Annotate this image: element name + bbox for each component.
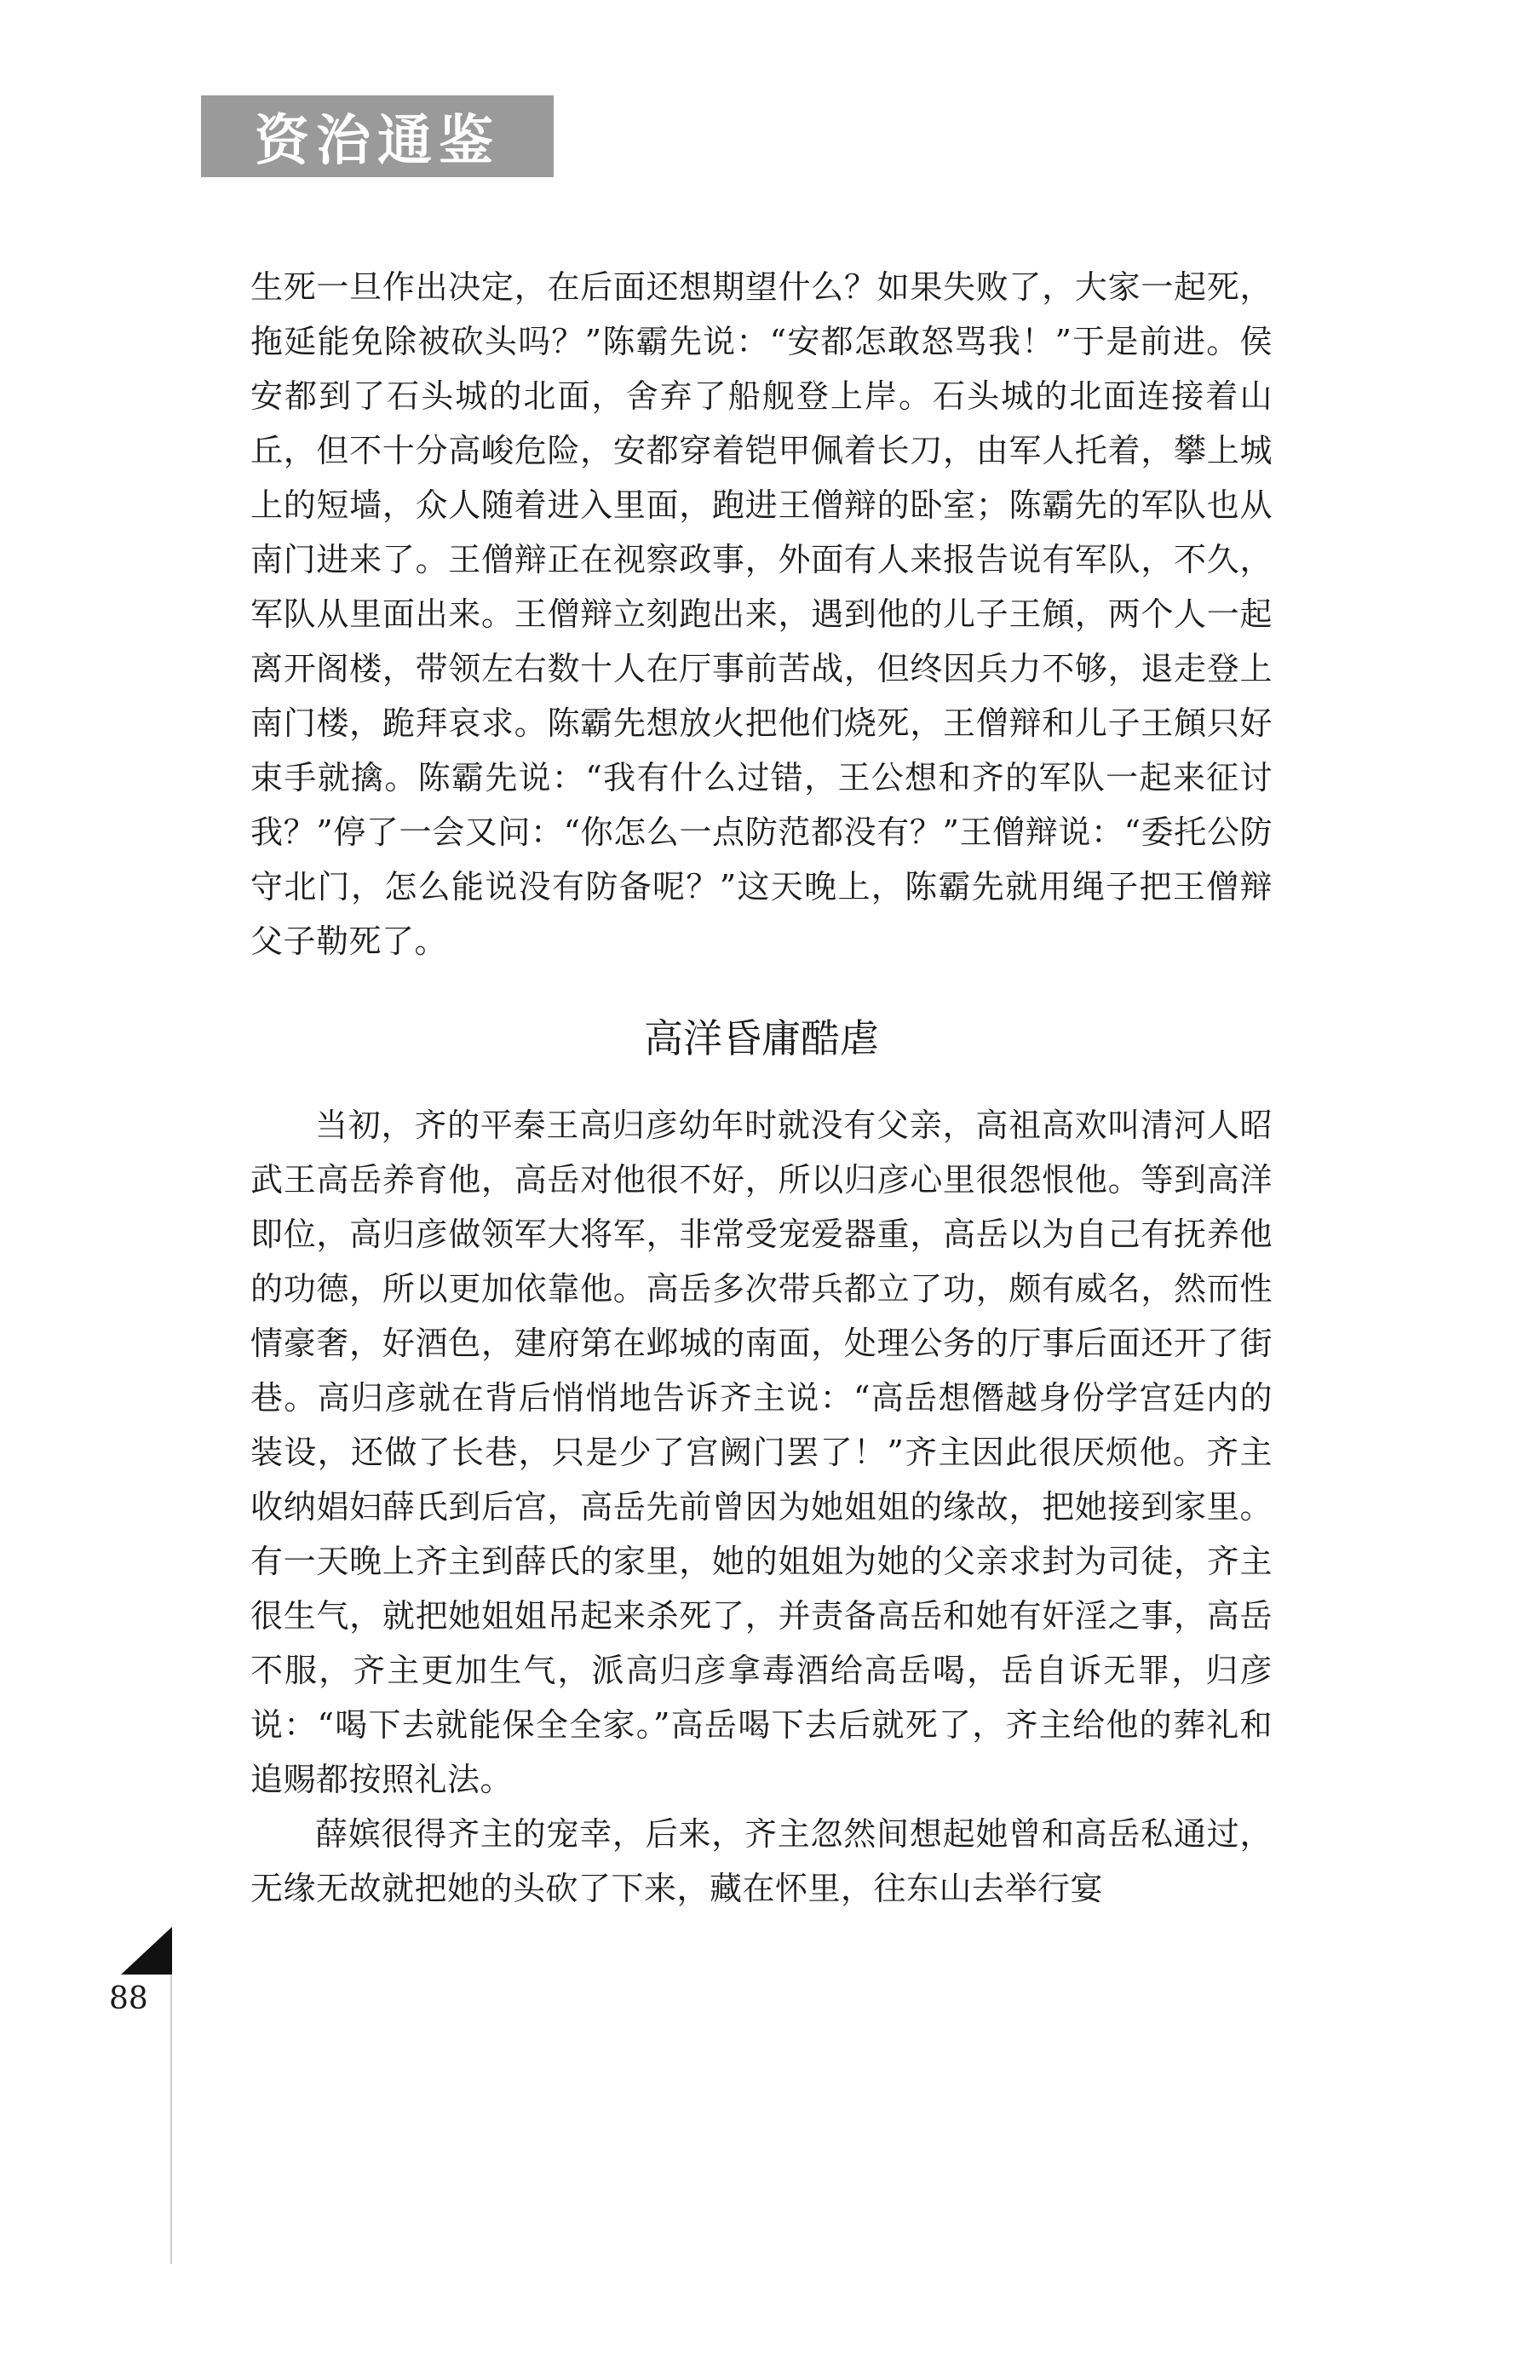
page-number: 88 bbox=[109, 1981, 148, 2016]
margin-rule bbox=[170, 1975, 172, 2264]
book-title: 资治通鉴 bbox=[255, 110, 500, 173]
book-title-banner bbox=[201, 95, 554, 177]
section-title: 高洋昏庸酷虐 bbox=[644, 1015, 879, 1061]
body-paragraph: 生死一旦作出决定，在后面还想期望什么？如果失败了，大家一起死，拖延能免除被砍头吗？”陈霸先说：“安都怎敢怒骂我！”于是前进。侯安都到了石头城的北面，舍弃了船舰登上岸。石头城的北面连接着山丘，但不十分高峻危险，安都穿着铠甲佩着长刀，由军人托着，攀上城上的短墙，众人随着进入里面，跑进王僧辩的卧室；陈霸先的军队也从南门进来了。王僧辩正在视察政事，外面有人来报告说有军队，不久，军队从里面出来。王僧辩立刻跑出来，遇到他的儿子王頠，两个人一起离开阁楼，带领左右数十人在厅事前苦战，但终因兵力不够，退走登上南门楼，跪拜哀求。陈霸先想放火把他们烧死，王僧辩和儿子王頠只好束手就擒。陈霸先说：“我有什么过错，王公想和齐的军队一起来征讨我？”停了一会又问：“你怎么一点防范都没有？”王僧辩说：“委托公防守北门，怎么能说没有防备呢？”这天晚上，陈霸先就用绳子把王僧辩父子勒死了。 bbox=[250, 268, 1273, 960]
page-body bbox=[250, 260, 1273, 1916]
page-corner-marker bbox=[121, 1927, 172, 1975]
body-paragraph: 薛嫔很得齐主的宠幸，后来，齐主忽然间想起她曾和高岳私通过，无缘无故就把她的头砍了下来，藏在怀里，往东山去举行宴 bbox=[250, 1815, 1273, 1907]
body-paragraph: 当初，齐的平秦王高归彦幼年时就没有父亲，高祖高欢叫清河人昭武王高岳养育他，高岳对他很不好，所以归彦心里很怨恨他。等到高洋即位，高归彦做领军大将军，非常受宠爱器重，高岳以为自己有抚养他的功德，所以更加依靠他。高岳多次带兵都立了功，颇有威名，然而性情豪奢，好酒色，建府第在邺城的南面，处理公务的厅事后面还开了街巷。高归彦就在背后悄悄地告诉齐主说：“高岳想僭越身份学宫廷内的装设，还做了长巷，只是少了宫阙门罢了！”齐主因此很厌烦他。齐主收纳娼妇薛氏到后宫，高岳先前曾因为她姐姐的缘故，把她接到家里。有一天晚上齐主到薛氏的家里，她的姐姐为她的父亲求封为司徒，齐主很生气，就把她姐姐吊起来杀死了，并责备高岳和她有奸淫之事，高岳不服，齐主更加生气，派高归彦拿毒酒给高岳喝，岳自诉无罪，归彦说：“喝下去就能保全全家。”高岳喝下去后就死了，齐主给他的葬礼和追赐都按照礼法。 bbox=[250, 1107, 1273, 1798]
